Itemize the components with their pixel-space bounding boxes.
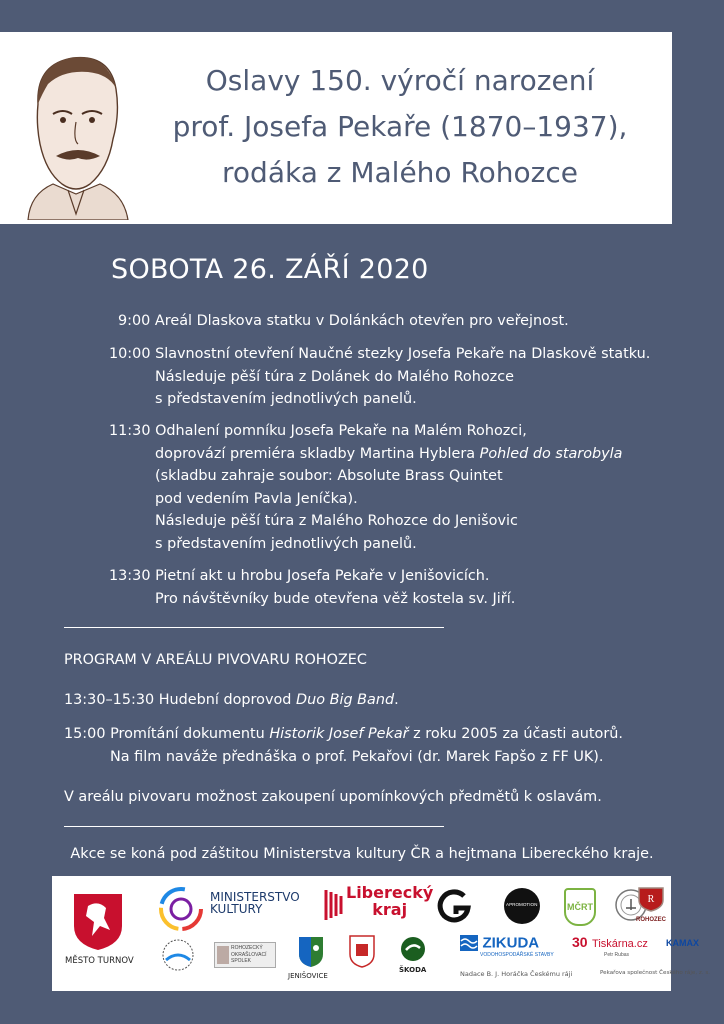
spolek-label-3: SPOLEK — [231, 958, 252, 964]
ministry-culture-icon — [158, 886, 204, 932]
sponsor-logos — [52, 876, 711, 991]
skoda-icon — [400, 936, 426, 962]
mcrt-logo: MČRT — [564, 888, 596, 926]
spolecnost-label: Pekařova společnost Českého ráje, z. s. — [600, 970, 711, 976]
turnov-label: MĚSTO TURNOV — [65, 956, 134, 966]
title-line-2: prof. Josefa Pekaře (1870–1937), — [172, 110, 628, 143]
schedule-text: Následuje pěší túra z Malého Rohozce do Jenišovic — [155, 513, 518, 530]
svg-text:R: R — [647, 894, 655, 905]
patronage-text: Akce se koná pod záštitou Ministerstva kultury ČR a hejtmana Libereckého kraje. — [70, 846, 654, 862]
spolek-logo — [214, 942, 276, 968]
schedule-text: Pietní akt u hrobu Josefa Pekaře v Jenišovicích. — [155, 568, 490, 584]
pekar-portrait — [18, 44, 136, 220]
kamax-logo: KAMAX — [666, 938, 699, 948]
nadace-label: Nadace B. J. Horáčka Českému ráji — [460, 970, 573, 978]
jenisovice-label: JENIŠOVICE — [288, 972, 328, 980]
tiskarna-label: Tiskárna.cz — [592, 938, 648, 950]
schedule-text: doprovází premiéra skladby Martina Hyblera — [155, 445, 480, 462]
schedule-time: 13:30 — [109, 568, 151, 584]
brewery-text: . — [394, 692, 399, 708]
tiskarna-logo — [572, 934, 648, 958]
spolek-label-2: OKRAŠLOVACÍ — [231, 951, 267, 958]
brewery-text: Promítání dokumentu — [110, 726, 270, 742]
documentary-title: Historik Josef Pekař — [269, 726, 409, 742]
tiskarna-sub: Petr Rubas — [604, 952, 630, 958]
rohozec-label: ROHOZEC — [636, 917, 666, 923]
schedule-text: Odhalení pomníku Josefa Pekaře na Malém Rohozci, — [155, 423, 527, 439]
schedule-text: Slavnostní otevření Naučné stezky Josefa Pekaře na Dlaskově statku. — [155, 346, 651, 362]
schedule-text: pod vedením Pavla Jeníčka). — [155, 490, 358, 507]
schedule-item — [109, 420, 622, 556]
brewery-text: Hudební doprovod — [158, 692, 296, 708]
header-panel — [0, 32, 672, 224]
brewery-text: Na film naváže přednáška o prof. Pekařovi (dr. Marek Fapšo z FF UK). — [110, 748, 604, 765]
schedule-text: Pro návštěvníky bude otevřena věž kostela sv. Jiří. — [155, 590, 516, 607]
zikuda-label: ZIKUDA — [482, 934, 540, 952]
schedule-text: s představením jednotlivých panelů. — [155, 391, 417, 408]
title-line-1: Oslavy 150. výročí narození — [205, 64, 595, 97]
schedule-text: Areál Dlaskova statku v Dolánkách otevřen pro veřejnost. — [154, 313, 569, 329]
apromotion-label: APROMOTION — [506, 902, 538, 907]
apromotion-logo — [504, 888, 540, 924]
brewery-heading: PROGRAM V AREÁLU PIVOVARU ROHOZEC — [64, 652, 367, 668]
brewery-time: 15:00 — [64, 726, 106, 742]
liberec-label-2: kraj — [372, 900, 408, 919]
event-date: SOBOTA 26. ZÁŘÍ 2020 — [111, 254, 429, 285]
spolek-mark — [217, 946, 229, 964]
band-name: Duo Big Band — [296, 692, 395, 708]
schedule-time: 11:30 — [109, 423, 151, 439]
brewery-text: z roku 2005 za účasti autorů. — [408, 726, 623, 742]
brewery-item — [64, 723, 623, 768]
schedule-text: (skladbu zahraje soubor: Absolute Brass Quintet — [155, 468, 503, 485]
schedule-item — [109, 565, 515, 610]
ministry-label-2: KULTURY — [210, 902, 263, 916]
brewery-note: V areálu pivovaru možnost zakoupení upomínkových předmětů k oslavám. — [64, 789, 602, 805]
turnov-crest-icon — [72, 892, 124, 952]
tiskarna-mark: 30 — [572, 934, 588, 950]
liberec-label-1: Liberecký — [346, 883, 434, 902]
title-line-3: rodáka z Malého Rohozce — [222, 156, 578, 189]
schedule-text: s představením jednotlivých panelů. — [155, 535, 417, 552]
skoda-label: ŠKODA — [399, 966, 427, 974]
composition-title: Pohled do starobyla — [479, 445, 623, 462]
page-title — [140, 58, 660, 196]
jenisovice-crest-icon — [298, 936, 324, 968]
zikuda-wave-icon — [460, 935, 478, 951]
ministry-label-1: MINISTERSTVO — [210, 890, 300, 904]
brewery-time: 13:30–15:30 — [64, 692, 155, 708]
town-crest-icon — [348, 934, 376, 968]
schedule-text: Následuje pěší túra z Dolánek do Malého Rohozce — [155, 368, 514, 385]
schedule-item — [118, 310, 569, 333]
rohozec-crest-icon — [636, 884, 666, 912]
g-logo-icon — [436, 888, 472, 924]
divider — [64, 627, 444, 628]
liberec-region-icon — [324, 886, 346, 924]
schedule-time: 10:00 — [109, 346, 151, 362]
zikuda-sub: VODOHOSPODÁŘSKÉ STAVBY — [480, 952, 554, 958]
schedule-item — [109, 343, 650, 411]
schedule-time: 9:00 — [118, 313, 151, 329]
brewery-item — [64, 689, 399, 712]
rohozec-logo — [634, 884, 668, 923]
spolek-label-1: ROHOZECKÝ — [231, 945, 263, 951]
circle-stamp-icon — [160, 938, 196, 972]
divider — [64, 826, 444, 827]
zikuda-logo — [460, 934, 554, 958]
